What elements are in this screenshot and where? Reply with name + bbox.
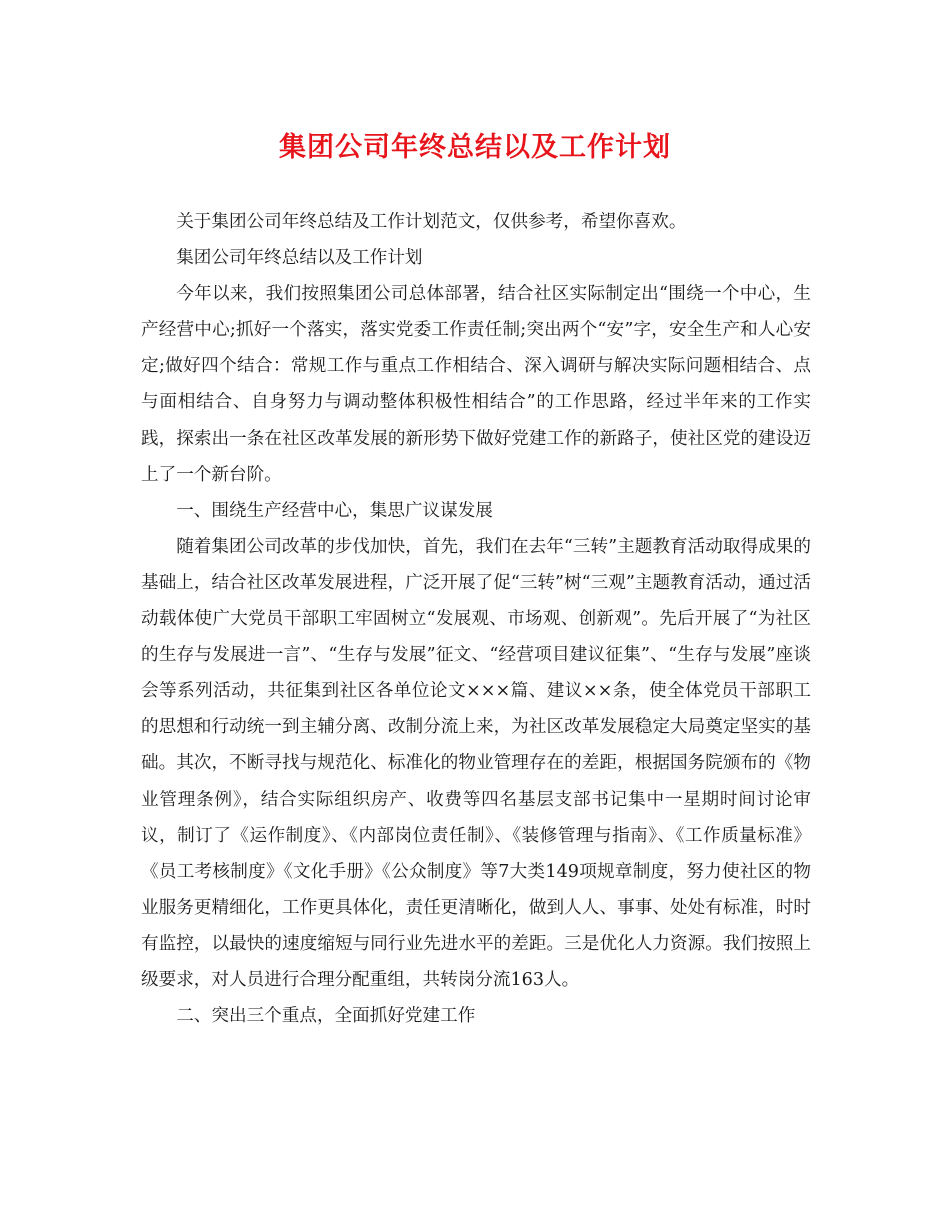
section-heading-2: 二、突出三个重点，全面抓好党建工作 [176, 1006, 476, 1027]
document-body [141, 204, 811, 1034]
overview-paragraph: 今年以来，我们按照集团公司总体部署，结合社区实际制定出“围绕一个中心，生产经营中心;抓好一个落实，落实党委工作责任制;突出两个“安”字，安全生产和人心安定;做好四个结合：常规工作与重点工作相结合、深入调研与解决实际问题相结合、点与面相结合、自身努力与调动整体积极性相结合”的工作思路，经过半年来的工作实践，探索出一条在社区改革发展的新形势下做好党建工作的新路子，使社区党的建设迈上了一个新台阶。 [141, 284, 811, 485]
section-1-paragraph: 随着集团公司改革的步伐加快，首先，我们在去年“三转”主题教育活动取得成果的基础上，结合社区改革发展进程，广泛开展了促“三转”树“三观”主题教育活动，通过活动载体使广大党员干部职工牢固树立“发展观、市场观、创新观”。先后开展了“为社区的生存与发展进一言”、“生存与发展”征文、“经营项目建议征集”、“生存与发展”座谈会等系列活动，共征集到社区各单位论文×××篇、建议××条，使全体党员干部职工的思想和行动统一到主辅分离、改制分流上来，为社区改革发展稳定大局奠定坚实的基础。其次，不断寻找与规范化、标准化的物业管理存在的差距，根据国务院颁布的《物业管理条例》，结合实际组织房产、收费等四名基层支部书记集中一星期时间讨论审议，制订了《运作制度》、《内部岗位责任制》、《装修管理与指南》、《工作质量标准》《员工考核制度》《文化手册》《公众制度》等7大类149项规章制度，努力使社区的物业服务更精细化，工作更具体化，责任更清晰化，做到人人、事事、处处有标准，时时有监控，以最快的速度缩短与同行业先进水平的差距。三是优化人力资源。我们按照上级要求，对人员进行合理分配重组，共转岗分流163人。 [141, 536, 811, 990]
document-title: 集团公司年终总结以及工作计划 [279, 132, 671, 163]
intro-paragraph: 关于集团公司年终总结及工作计划范文，仅供参考，希望你喜欢。 [176, 212, 687, 232]
subtitle-paragraph: 集团公司年终总结以及工作计划 [176, 248, 423, 269]
section-heading-1: 一、围绕生产经营中心，集思广议谋发展 [176, 500, 493, 521]
